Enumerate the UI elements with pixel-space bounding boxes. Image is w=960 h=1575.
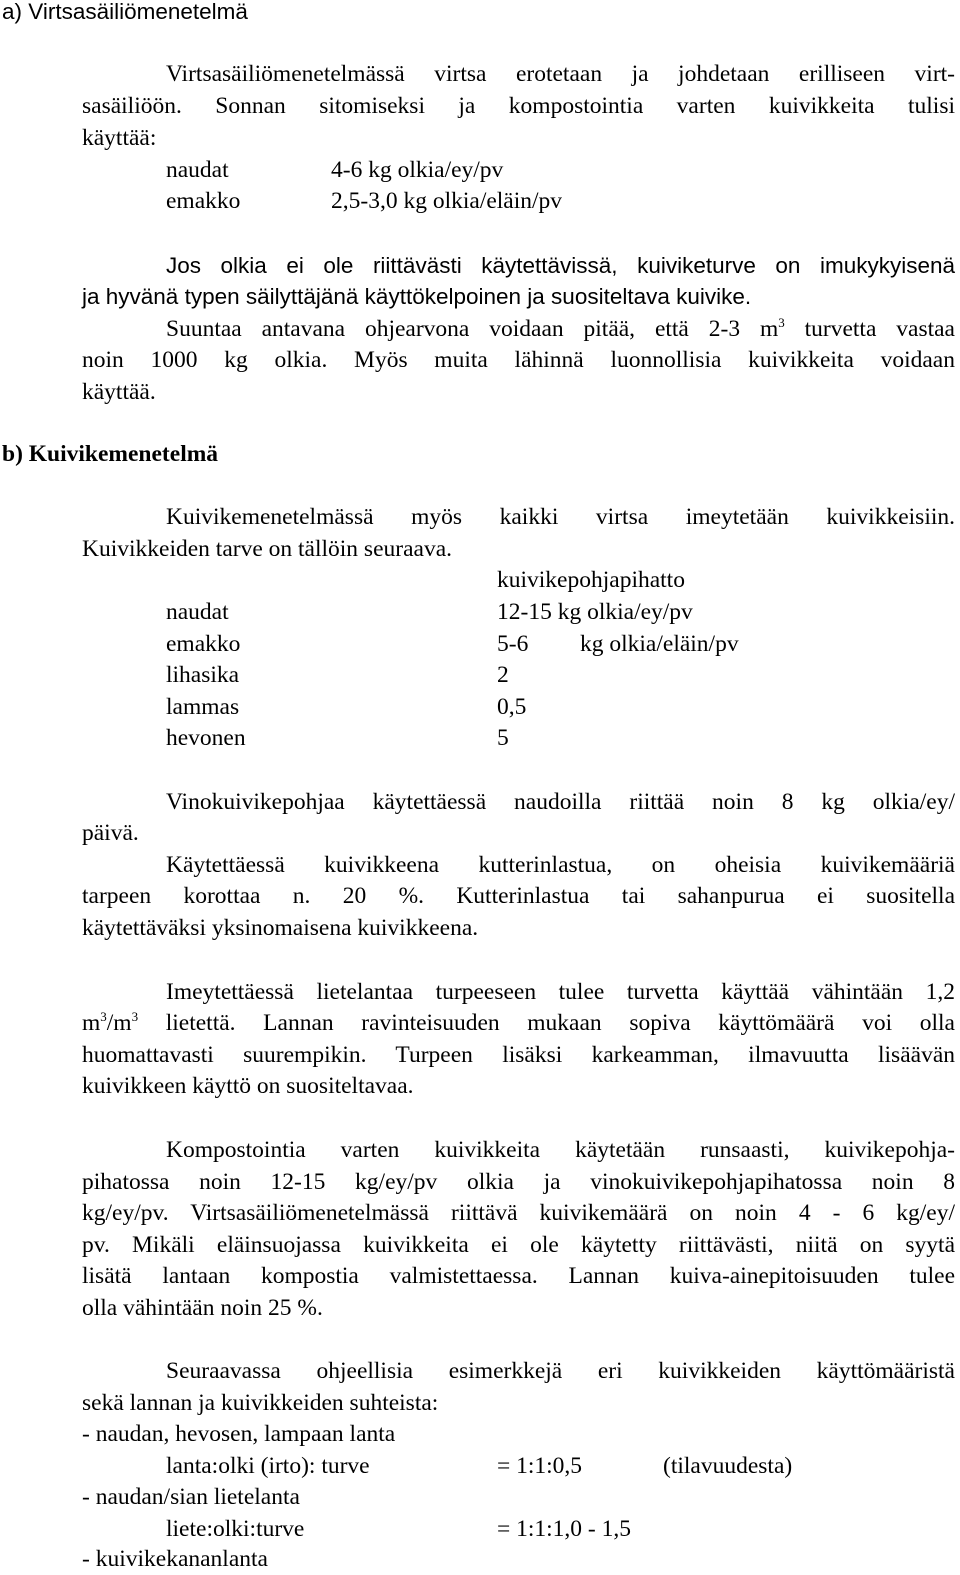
paragraph-line: käyttää: bbox=[82, 125, 157, 151]
section-a-heading: a) Virtsasäiliömenetelmä bbox=[2, 0, 248, 24]
paragraph-line: kg/ey/pv. Virtsasäiliömenetelmässä riittävä kuivikemäärä on noin 4 - 6 kg/ey/ bbox=[82, 1200, 955, 1226]
usage-amount: 4-6 kg olkia/ey/pv bbox=[331, 157, 504, 183]
paragraph-line: Suuntaa antavana ohjearvona voidaan pitää, että 2-3 $m^3$ turvetta vastaa bbox=[166, 315, 955, 342]
ratio-label: liete:olki:turve bbox=[166, 1516, 305, 1542]
paragraph-line: käytettäväksi yksinomaisena kuivikkeena. bbox=[82, 915, 479, 941]
paragraph-line: Jos olkia ei ole riittävästi käytettävissä, kuiviketurve on imukykyisenä bbox=[166, 253, 955, 278]
paragraph-line: käyttää. bbox=[82, 379, 156, 405]
paragraph-line: Kompostointia varten kuivikkeita käytetään runsaasti, kuivikepohja- bbox=[166, 1137, 955, 1163]
paragraph-line: Imeytettäessä lietelantaa turpeeseen tulee turvetta käyttää vähintään 1,2 bbox=[166, 979, 955, 1005]
paragraph-line: tarpeen korottaa n. 20 %. Kutterinlastua tai sahanpurua ei suositella bbox=[82, 883, 955, 909]
ratio-value: = 1:1:1,0 - 1,5 bbox=[497, 1516, 632, 1542]
table-value: 5-6 bbox=[497, 631, 529, 657]
paragraph-line: $m^3/m^3$ lietettä. Lannan ravinteisuuden mukaan sopiva käyttömäärä voi olla bbox=[82, 1009, 955, 1036]
paragraph-line: olla vähintään noin 25 %. bbox=[82, 1295, 323, 1321]
table-value: 2 bbox=[497, 662, 509, 688]
paragraph-line: Vinokuivikepohjaa käytettäessä naudoilla riittää noin 8 kg olkia/ey/ bbox=[166, 789, 955, 815]
paragraph-line: lisätä lantaan kompostia valmistettaessa. Lannan kuiva-ainepitoisuuden tulee bbox=[82, 1263, 955, 1289]
table-header: kuivikepohjapihatto bbox=[497, 567, 685, 593]
table-animal: emakko bbox=[166, 631, 241, 657]
paragraph-line: sekä lannan ja kuivikkeiden suhteista: bbox=[82, 1390, 439, 1416]
table-value: 0,5 bbox=[497, 694, 527, 720]
table-animal: lihasika bbox=[166, 662, 240, 688]
paragraph-line: päivä. bbox=[82, 820, 139, 846]
paragraph-line: noin 1000 kg olkia. Myös muita lähinnä luonnollisia kuivikkeita voidaan bbox=[82, 347, 955, 373]
paragraph-line: Seuraavassa ohjeellisia esimerkkejä eri kuivikkeiden käyttömääristä bbox=[166, 1358, 955, 1384]
usage-animal: naudat bbox=[166, 157, 229, 183]
ratio-value: = 1:1:0,5 bbox=[497, 1453, 583, 1479]
paragraph-line: Käytettäessä kuivikkeena kutterinlastua, on oheisia kuivikemääriä bbox=[166, 852, 955, 878]
paragraph-line: huomattavasti suurempikin. Turpeen lisäksi karkeamman, ilmavuutta lisäävän bbox=[82, 1042, 955, 1068]
table-unit: kg olkia/eläin/pv bbox=[580, 631, 739, 657]
usage-amount: 2,5-3,0 kg olkia/eläin/pv bbox=[331, 188, 563, 214]
table-animal: hevonen bbox=[166, 725, 246, 751]
paragraph-line: pihatossa noin 12-15 kg/ey/pv olkia ja vinokuivikepohjapihatossa noin 8 bbox=[82, 1169, 955, 1195]
paragraph-line: kuivikkeen käyttö on suositeltavaa. bbox=[82, 1073, 414, 1099]
table-value: 12-15 kg olkia/ey/pv bbox=[497, 599, 693, 625]
ratio-label: lanta:olki (irto): turve bbox=[166, 1453, 370, 1479]
table-value: 5 bbox=[497, 725, 509, 751]
paragraph-line: pv. Mikäli eläinsuojassa kuivikkeita ei ole käytetty riittävästi, niitä on syytä bbox=[82, 1232, 955, 1258]
table-animal: naudat bbox=[166, 599, 229, 625]
paragraph-line: sasäiliöön. Sonnan sitomiseksi ja kompostointia varten kuivikkeita tulisi bbox=[82, 93, 955, 119]
ratio-item-title: - naudan, hevosen, lampaan lanta bbox=[82, 1421, 396, 1447]
section-b-heading: b) Kuivikemenetelmä bbox=[2, 441, 219, 467]
ratio-item-title: - naudan/sian lietelanta bbox=[82, 1484, 300, 1510]
paragraph-line: Kuivikkeiden tarve on tällöin seuraava. bbox=[82, 536, 452, 562]
paragraph-line: ja hyvänä typen säilyttäjänä käyttökelpoinen ja suositeltava kuivike. bbox=[82, 284, 752, 309]
ratio-note: (tilavuudesta) bbox=[663, 1453, 793, 1479]
paragraph-line: Virtsasäiliömenetelmässä virtsa erotetaan ja johdetaan erilliseen virt- bbox=[166, 61, 955, 87]
ratio-item-title: - kuivikekananlanta bbox=[82, 1546, 268, 1572]
paragraph-line: Kuivikemenetelmässä myös kaikki virtsa imeytetään kuivikkeisiin. bbox=[166, 504, 955, 530]
usage-animal: emakko bbox=[166, 188, 241, 214]
table-animal: lammas bbox=[166, 694, 240, 720]
